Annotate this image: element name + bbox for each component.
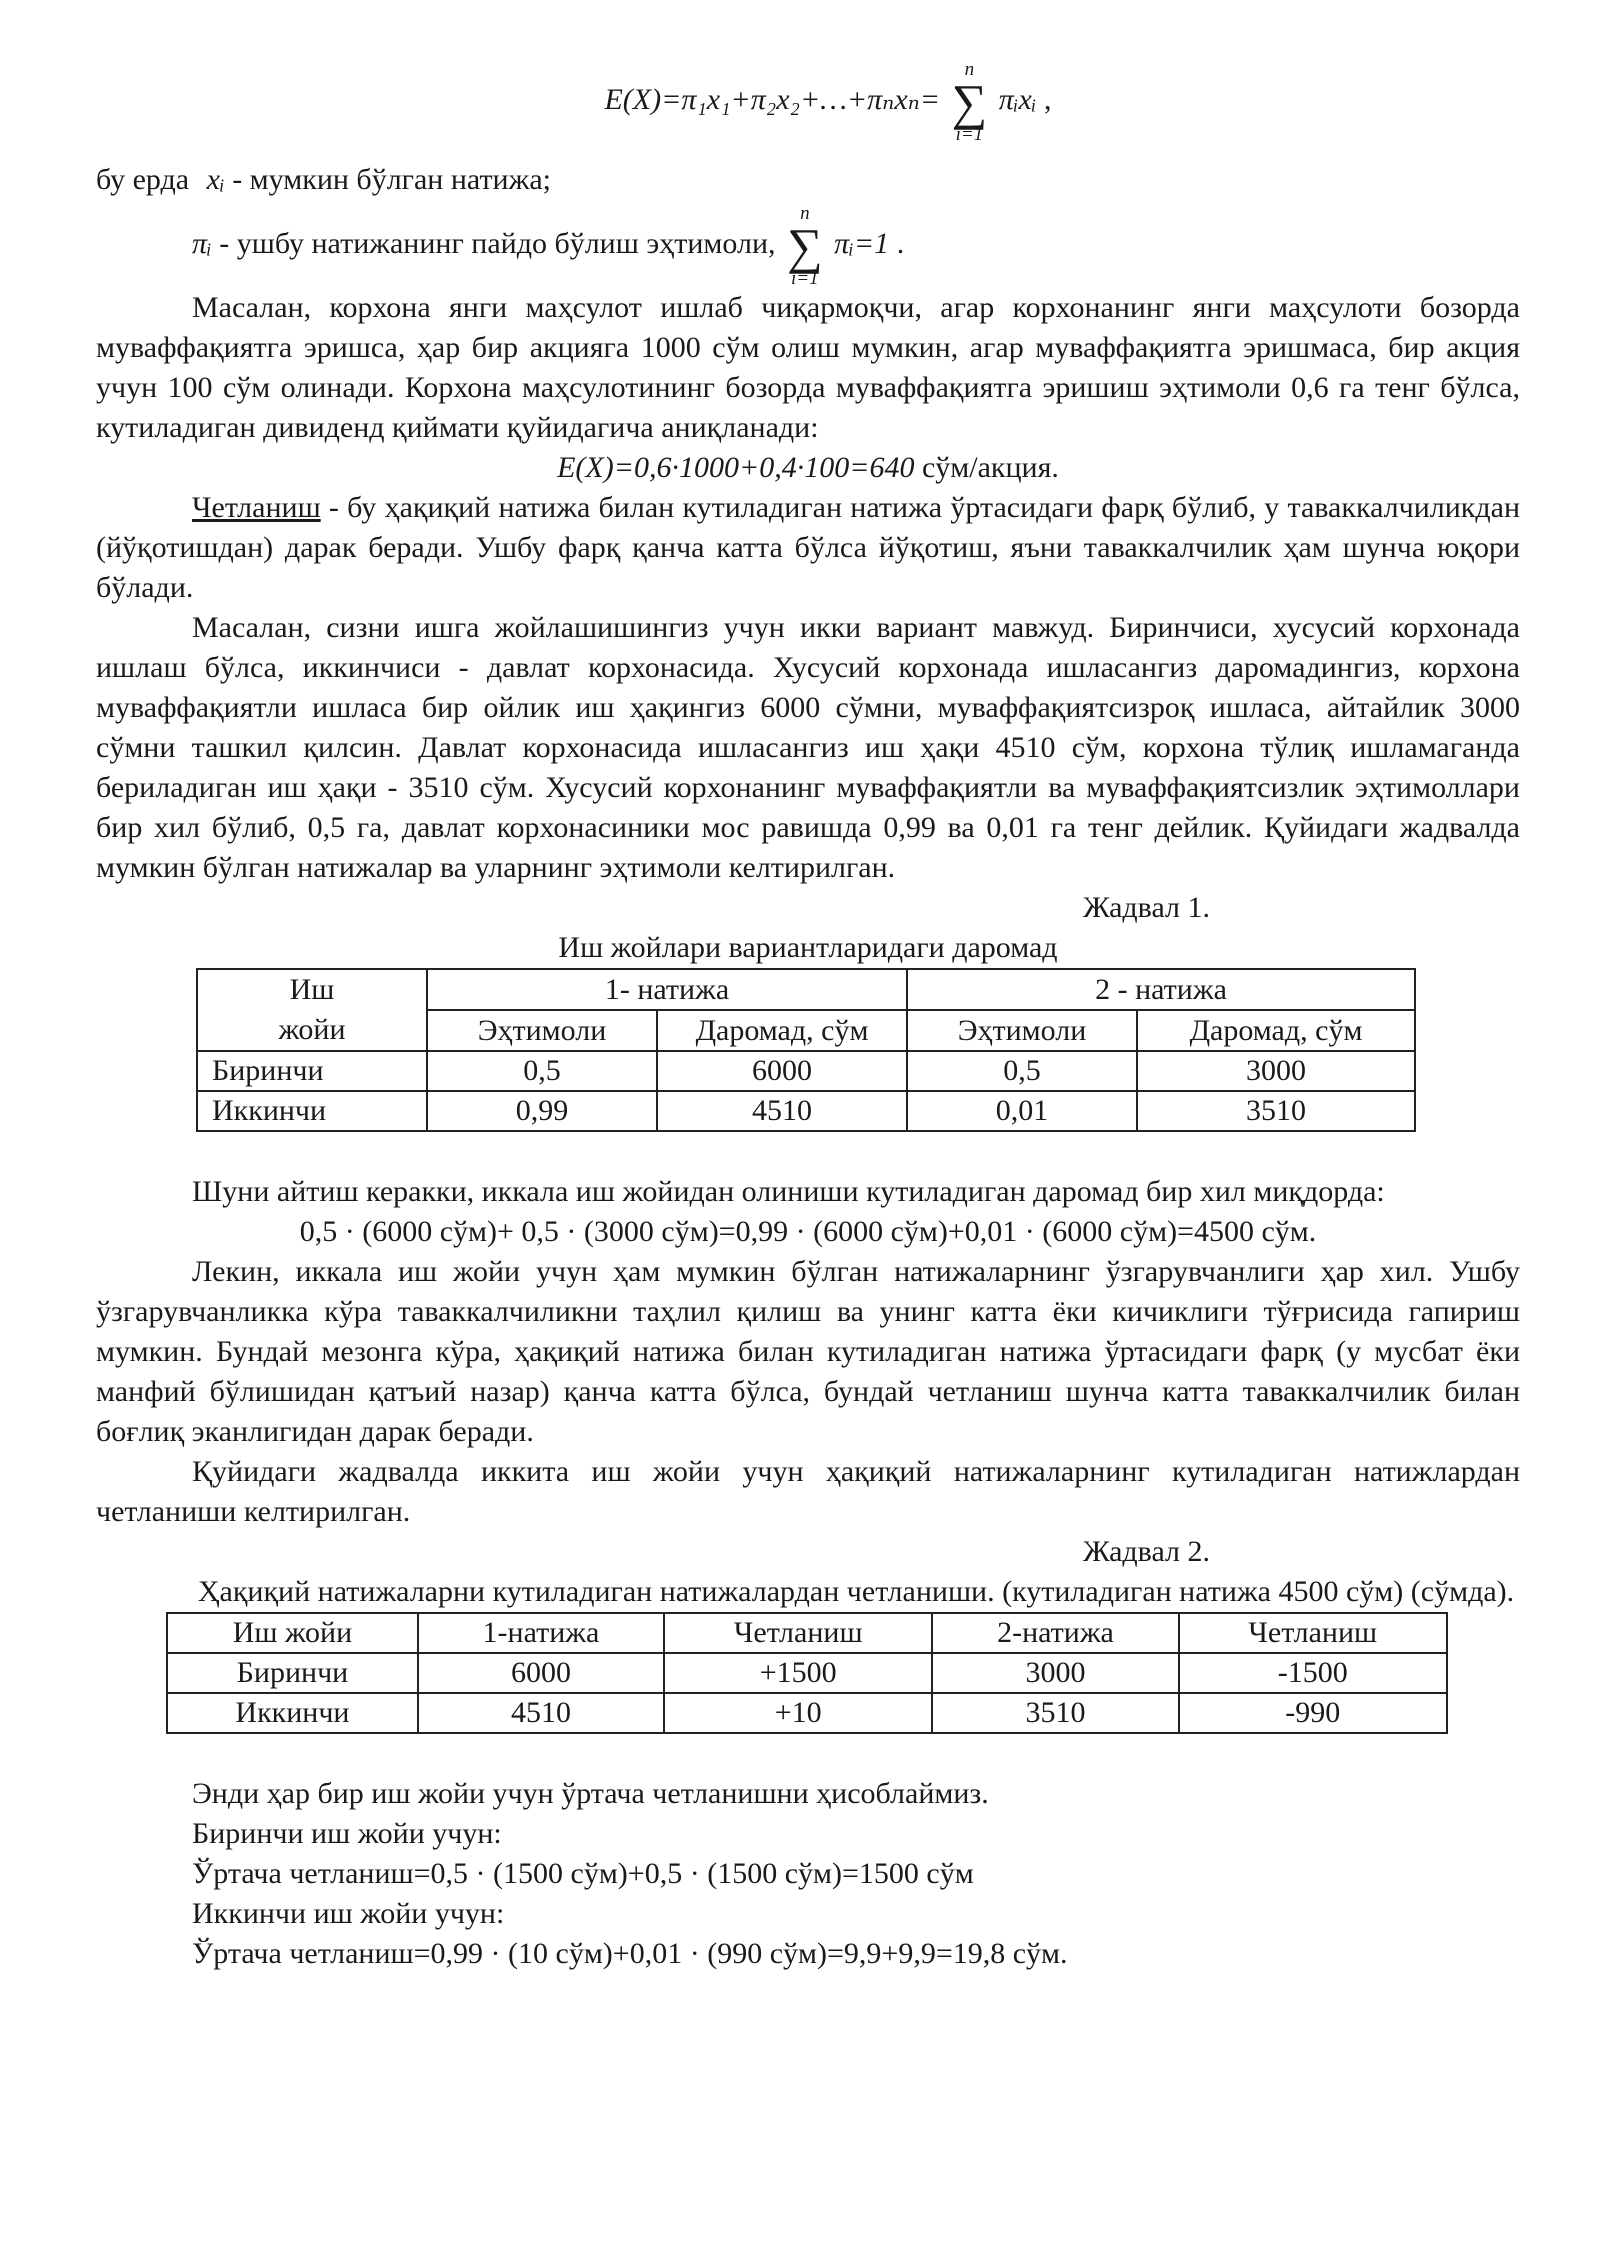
document-page	[96, 60, 1520, 1974]
expected-value-formula	[96, 60, 1520, 156]
definition-xi: бу ерда xᵢ - мумкин бўлган натижа;	[96, 163, 551, 196]
table1-group-2: 2 - натижа	[907, 969, 1415, 1010]
closing-line: Ўртача четланиш=0,99 · (10 сўм)+0,01 · (990 сўм)=9,9+9,9=19,8 сўм.	[192, 1937, 1068, 1970]
paragraph-table2-intro: Қуйидаги жадвалда иккита иш жойи учун ҳақиқий натижаларнинг кутиладиган натижлардан четланиши келтирилган.	[96, 1455, 1520, 1528]
table2-header: 2-натижа	[932, 1613, 1178, 1653]
term-deviation: Четланиш	[192, 491, 321, 524]
paragraph-new-product: Масалан, корхона янги маҳсулот ишлаб чиқармоқчи, агар корхонанинг янги маҳсулоти бозорда муваффақиятга эришса, ҳар бир акцияга 1000 сўм олиш мумкин, агар муваффақиятга эришмаса, бир акция учун 100 сўм олинади. Корхона маҳсулотининг бозорда муваффақиятга эришиш эҳтимоли 0,6 га тенг бўлса, кутиладиган дивиденд қиймати қуйидагича аниқланади:	[96, 291, 1520, 444]
table1-income	[196, 968, 1416, 1132]
table1-subheader: Даромад, сўм	[1137, 1010, 1415, 1051]
closing-line: Иккинчи иш жойи учун:	[192, 1897, 505, 1930]
table2-deviation	[166, 1612, 1448, 1734]
xi-symbol: xᵢ	[206, 163, 225, 196]
table2-title: Ҳақиқий натижаларни кутиладиган натижалардан четланиши. (кутиладиган натижа 4500 сўм) (сўмда).	[197, 1575, 1515, 1608]
sum-symbol: n ∑ i=1	[951, 59, 988, 145]
table2-header: 1-натижа	[418, 1613, 664, 1653]
table1-subheader: Даромад, сўм	[657, 1010, 907, 1051]
closing-line: Биринчи иш жойи учун:	[192, 1817, 502, 1850]
definition-pi: πᵢ - ушбу натижанинг пайдо бўлиш эҳтимоли, n ∑ i=1 πᵢ=1 .	[192, 203, 905, 289]
table2-header: Четланиш	[1179, 1613, 1447, 1653]
table1-label: Жадвал 1.	[1082, 891, 1210, 924]
closing-block	[96, 1774, 1520, 1974]
table1-subheader: Эҳтимоли	[907, 1010, 1137, 1051]
dividend-formula: E(X)=0,6·1000+0,4·100=640 сўм/акция.	[557, 451, 1059, 484]
paragraph-job-options: Масалан, сизни ишга жойлашишингиз учун икки вариант мавжуд. Биринчиси, хусусий корхонада ишлаш бўлса, иккинчиси - давлат корхонасида. Хусусий корхонада ишласангиз даромадингиз, корхона муваффақиятли ишласа бир ойлик иш ҳақингиз 6000 сўмни, муваффақиятсизроқ ишласа, айтайлик 3000 сўмни ташкил қилсин. Давлат корхонасида ишласангиз иш ҳақи 4510 сўм, корхона тўлиқ ишламаганда бериладиган иш ҳақи - 3510 сўм. Хусусий корхонанинг муваффақиятли ва муваффақиятсизлик эҳтимоллари бир хил бўлиб, 0,5 га, давлат корхонасиники мос равишда 0,99 ва 0,01 га тенг дейлик. Қуйидаги жадвалда мумкин бўлган натижалар ва уларнинг эҳтимоли келтирилган.	[96, 611, 1520, 884]
table1-group-1: 1- натижа	[427, 969, 907, 1010]
paragraph-deviation-definition: Четланиш - бу ҳақиқий натижа билан кутиладиган натижа ўртасидаги фарқ бўлиб, у таваккалчиликдан (йўқотишдан) дарак беради. Ушбу фарқ қанча катта бўлса йўқотиш, яъни таваккалчилик ҳам шунча юқори бўлади.	[96, 491, 1520, 604]
equal-income-formula: 0,5 · (6000 сўм)+ 0,5 · (3000 сўм)=0,99 · (6000 сўм)+0,01 · (6000 сўм)=4500 сўм.	[299, 1215, 1317, 1248]
sum-symbol-2: n ∑ i=1	[787, 203, 823, 289]
table-row: Иккинчи 4510 +10 3510 -990	[167, 1693, 1447, 1733]
table1-title: Иш жойлари вариантларидаги даромад	[558, 931, 1058, 964]
table2-header: Иш жойи	[167, 1613, 418, 1653]
formula-sum-term: πᵢxᵢ	[998, 82, 1037, 116]
table2-label: Жадвал 2.	[1082, 1535, 1210, 1568]
table-row: Биринчи 0,5 6000 0,5 3000	[197, 1051, 1415, 1091]
table-row: Иккинчи 0,99 4510 0,01 3510	[197, 1091, 1415, 1131]
formula-lhs: E(X)=π₁x₁+π₂x₂+…+πₙxₙ=	[604, 82, 941, 116]
paragraph-variability: Лекин, иккала иш жойи учун ҳам мумкин бўлган натижаларнинг ўзгарувчанлиги ҳар хил. Ушбу ўзгарувчанликка кўра таваккалчиликни таҳлил қилиш ва унинг катта ёки кичиклиги тўғрисида гапириш мумкин. Бундай мезонга кўра, ҳақиқий натижа билан кутиладиган натижа ўртасидаги фарқ (у мусбат ёки манфий бўлишидан қатъий назар) қанча катта бўлса, бундай четланиш шунча катта таваккалчилик билан боғлиқ эканлигидан дарак беради.	[96, 1255, 1520, 1448]
closing-line: Ўртача четланиш=0,5 · (1500 сўм)+0,5 · (1500 сўм)=1500 сўм	[192, 1857, 974, 1890]
pi-symbol: πᵢ	[192, 226, 212, 260]
table1-subheader: Эҳтимоли	[427, 1010, 657, 1051]
table-row: Биринчи 6000 +1500 3000 -1500	[167, 1653, 1447, 1693]
table1-corner: Иш жойи	[197, 969, 427, 1051]
formula-tail: ,	[1044, 82, 1052, 116]
table2-header: Четланиш	[664, 1613, 932, 1653]
paragraph-equal-income: Шуни айтиш керакки, иккала иш жойидан олиниши кутиладиган даромад бир хил миқдорда:	[192, 1175, 1385, 1208]
closing-line: Энди ҳар бир иш жойи учун ўртача четланишни ҳисоблаймиз.	[192, 1777, 989, 1810]
